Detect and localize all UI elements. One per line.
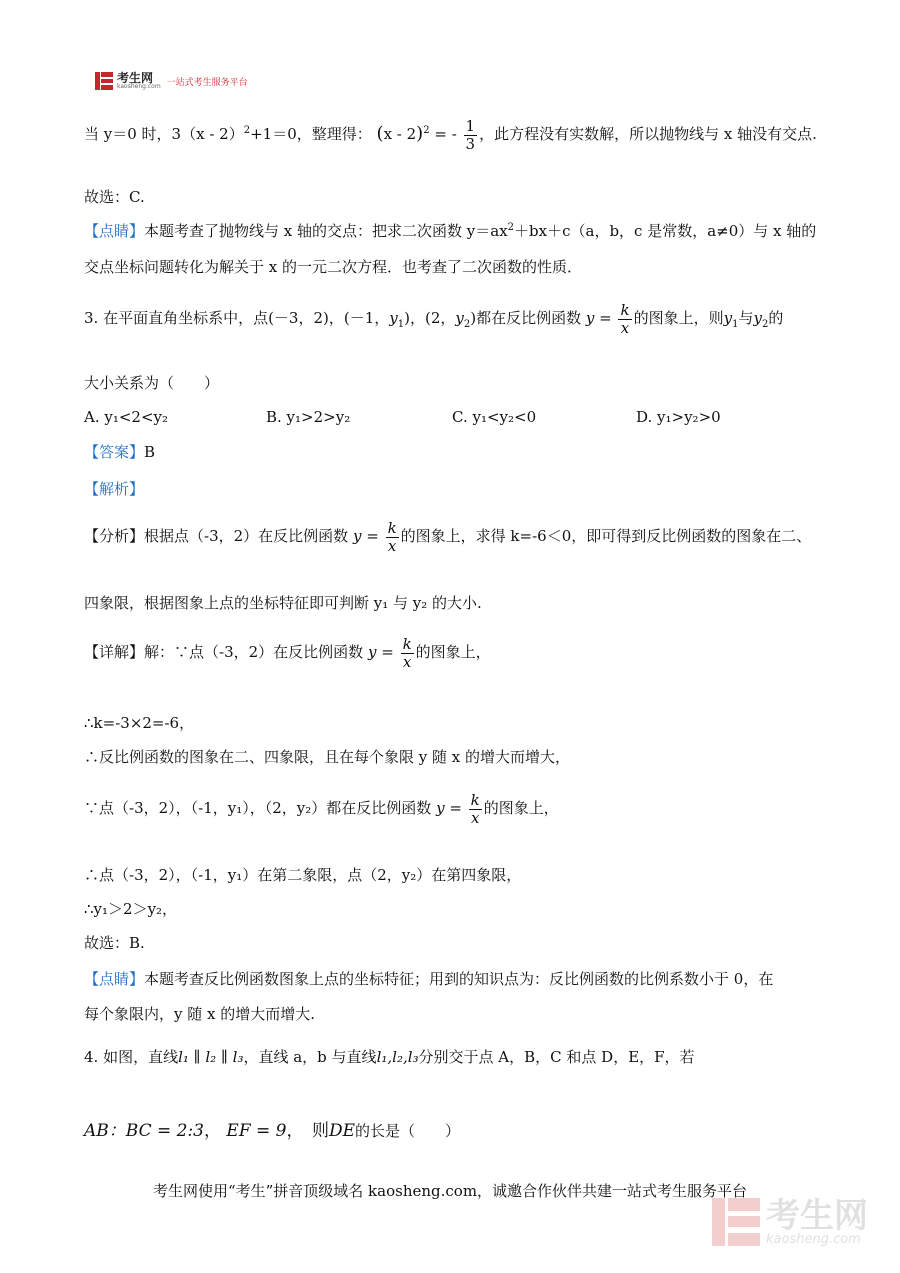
question-4-line-1: 4. 如图，直线l₁ ∥ l₂ ∥ l₃，直线 a，b 与直线l₁,l₂,l₃分别交于点 A，B，C 和点 D，E，F，若 <box>84 1048 695 1066</box>
step-4: ∴点（-3，2），（-1，y₁）在第二象限，点（2，y₂）在第四象限， <box>84 866 522 884</box>
dianjing-line-1: 【点睛】本题考查了抛物线与 x 轴的交点：把求二次函数 $y=ax^2+bx+c(a$，b，c 是常数，a≠0）与 x 轴的 <box>84 222 817 240</box>
dianjing-2-line-2: 每个象限内，y 随 x 的增大而增大. <box>84 1005 316 1023</box>
question-4-line-2: AB：BC = 2:3， EF = 9， 则DE的长是（ ） <box>84 1121 461 1141</box>
dianjing-2-line-1: 【点睛】本题考查反比例函数图象上点的坐标特征；用到的知识点为：反比例函数的比例系数小于 0，在 <box>84 970 774 988</box>
answer-label: 【答案】 <box>84 443 145 461</box>
watermark-domain: kaosheng.com <box>766 1231 861 1247</box>
xiangjie-line-1: 【详解】解：∵点（-3，2）在反比例函数 y = $\frac{k}{x}$ 的图象上， <box>84 635 491 671</box>
option-a[interactable]: A. y₁<2<y₂ <box>84 408 169 426</box>
brand-domain: kaosheng.com <box>117 83 161 90</box>
watermark-logo-icon <box>712 1198 760 1246</box>
fraction-one-third: $\frac{1}{3}$ <box>465 117 476 153</box>
fenxi-line-1: 【分析】根据点（-3，2）在反比例函数 y = $\frac{k}{x}$ 的图象上，求得 k=-6＜0，即可得到反比例函数的图象在二、 <box>84 519 812 555</box>
step-3: ∵点（-3，2），（-1，y₁），（2，y₂）都在反比例函数 y = $\frac{k}{x}$ 的图象上， <box>84 791 559 827</box>
page-footer: 考生网使用“考生”拼音顶级域名 kaosheng.com，诚邀合作伙伴共建一站式考生服务平台 <box>152 1182 748 1200</box>
question-3-line-1: 3. 在平面直角坐标系中，点(－3，2)，(－1，$y_1$)，(2，$y_2$)都在反比例函数 y = $\frac{k}{x}$ 的图象上，则$y_1$与$y_2$的 <box>84 301 784 337</box>
answer-line <box>84 441 155 462</box>
brand-logo <box>95 72 248 90</box>
step-5: ∴y₁＞2＞y₂， <box>84 900 178 918</box>
analysis-label: 【解析】 <box>84 480 145 498</box>
fraction-k-over-x: $\frac{k}{x}$ <box>470 791 480 827</box>
watermark <box>712 1195 868 1247</box>
step-6: 故选：B. <box>84 934 145 952</box>
dianjing-label: 【点睛】 <box>84 222 145 240</box>
dianjing-line-2: 交点坐标问题转化为解关于 x 的一元二次方程．也考查了二次函数的性质． <box>84 258 582 276</box>
fraction-k-over-x: $\frac{k}{x}$ <box>620 301 630 337</box>
logo-icon <box>95 72 113 90</box>
watermark-name: 考生网 <box>766 1195 868 1236</box>
brand-slogan: 一站式考生服务平台 <box>166 77 248 88</box>
step-1: ∴k=-3×2=-6， <box>84 714 195 732</box>
brand-name: 考生网 <box>117 71 154 85</box>
option-c[interactable]: C. y₁<y₂<0 <box>452 408 537 426</box>
fenxi-line-2: 四象限，根据图象上点的坐标特征即可判断 y₁ 与 y₂ 的大小. <box>84 594 482 612</box>
question-3-line-2: 大小关系为（ ） <box>84 374 220 392</box>
solution-line-1: 当 y＝0 时，3（x - 2）$^2$+1＝0，整理得： (x - 2)$^2$ = - $\frac{1}{3}$ ，此方程没有实数解，所以抛物线与 x 轴没有交点. <box>84 117 817 153</box>
option-b[interactable]: B. y₁>2>y₂ <box>266 408 351 426</box>
step-2: ∴反比例函数的图象在二、四象限，且在每个象限 y 随 x 的增大而增大， <box>84 748 571 766</box>
fraction-k-over-x: $\frac{k}{x}$ <box>402 635 412 671</box>
choice-line-c: 故选：C. <box>84 188 145 206</box>
answer-value: B <box>144 443 156 461</box>
fraction-k-over-x: $\frac{k}{x}$ <box>387 519 397 555</box>
option-d[interactable]: D. y₁>y₂>0 <box>636 408 721 426</box>
